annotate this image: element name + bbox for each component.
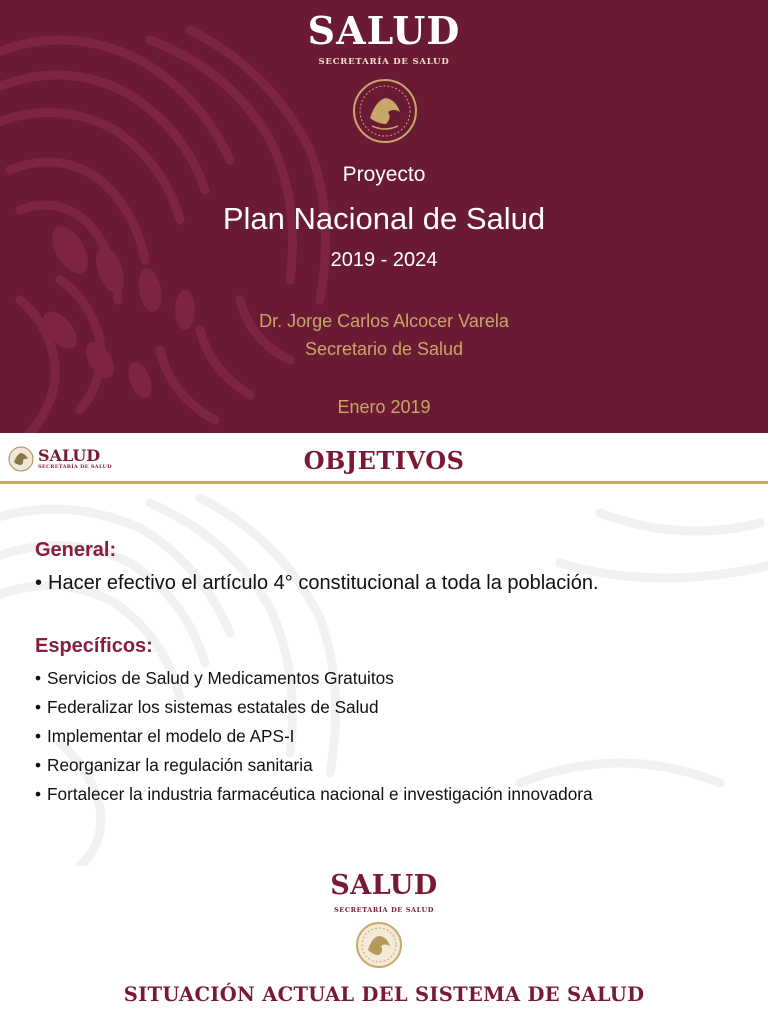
header-brand-sub: SECRETARÍA DE SALUD [38,464,112,470]
header-divider [0,481,768,484]
national-seal-icon [352,78,418,144]
specific-item: • Servicios de Salud y Medicamentos Gratuitos [35,668,394,688]
section-slide [0,866,768,1024]
specific-item: • Federalizar los sistemas estatales de Salud [35,697,379,717]
cover-kicker: Proyecto [342,163,426,186]
specific-item: • Reorganizar la regulación sanitaria [35,755,313,775]
cover-author-role: Secretario de Salud [304,339,464,359]
specific-heading: Específicos: [35,635,153,657]
national-seal-icon [355,921,403,969]
general-heading: General: [35,539,117,561]
slide-title: OBJETIVOS [303,446,465,475]
cover-brand: SALUD [307,8,461,53]
section-title: SITUACIÓN ACTUAL DEL SISTEMA DE SALUD [123,983,645,1006]
general-item: • Hacer efectivo el artículo 4° constitucional a toda la población. [35,572,599,594]
cover-date: Enero 2019 [337,397,431,417]
cover-brand-sub: SECRETARÍA DE SALUD [318,57,450,67]
cover-years: 2019 - 2024 [330,249,438,271]
objectives-slide [0,433,768,866]
header-brand: SALUD [38,446,101,465]
section-brand-sub: SECRETARÍA DE SALUD [334,906,434,914]
cover-slide [0,0,768,433]
cover-author: Dr. Jorge Carlos Alcocer Varela [259,311,509,331]
section-brand: SALUD [330,870,438,901]
specific-item: • Fortalecer la industria farmacéutica nacional e investigación innovadora [35,784,593,804]
cover-title: Plan Nacional de Salud [222,201,546,236]
specific-item: • Implementar el modelo de APS-I [35,726,295,746]
